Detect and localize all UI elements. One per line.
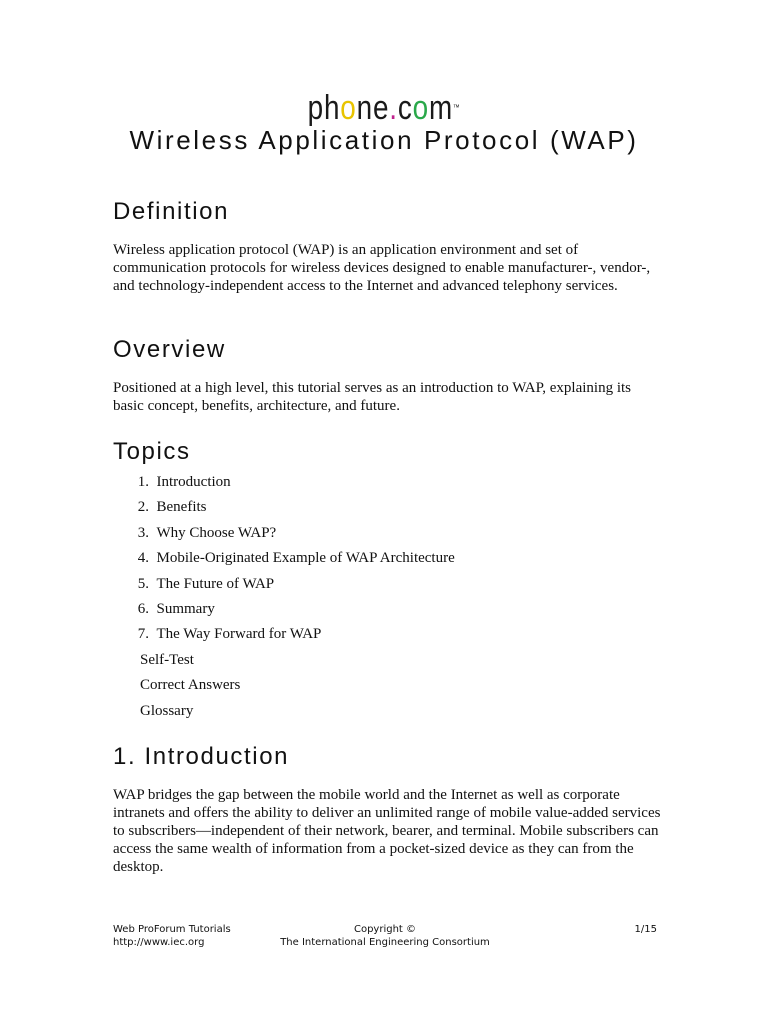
logo-letter: h: [323, 89, 341, 127]
logo-letter: o: [340, 89, 357, 127]
logo-letter: o: [412, 89, 429, 127]
footer-organization: The International Engineering Consortium: [280, 937, 490, 948]
definition-text: Wireless application protocol (WAP) is an application environment and set of communication protocols for wireless devices designed to enable manufacturer-, vendor-, and technology-independent access to the Internet and advanced telephony services.: [113, 242, 651, 294]
logo-letter: c: [397, 89, 413, 127]
topic-label: Self-Test: [140, 651, 194, 668]
logo-letter: .: [389, 89, 398, 127]
footer-copyright: Copyright ©: [353, 924, 417, 935]
topic-label: Correct Answers: [140, 677, 241, 694]
topic-label: The Future of WAP: [156, 575, 275, 592]
topic-label: Introduction: [156, 474, 231, 490]
topic-item: [113, 574, 455, 599]
overview-text: Positioned at a high level, this tutorial serves as an introduction to WAP, explaining its basic concept, benefits, architecture, and future.: [113, 380, 631, 414]
footer-center: [113, 923, 657, 949]
topic-number: 3.: [137, 524, 149, 541]
definition-heading: Definition: [113, 198, 230, 225]
logo-letter: p: [307, 89, 324, 127]
topic-label: The Way Forward for WAP: [156, 626, 322, 643]
topic-number: 1.: [137, 474, 149, 490]
topic-item: [113, 701, 455, 726]
topic-label: Mobile-Originated Example of WAP Architecture: [156, 550, 455, 567]
topic-item: [113, 650, 455, 675]
topic-item: [113, 675, 455, 700]
topic-item: [113, 472, 455, 497]
introduction-heading: 1. Introduction: [113, 743, 290, 770]
topics-list: [113, 472, 455, 726]
topic-item: [113, 497, 455, 522]
logo-letter: e: [372, 89, 390, 127]
topic-number: 5.: [137, 575, 149, 592]
topic-item: [113, 599, 455, 624]
topic-number: 7.: [137, 626, 149, 643]
topic-label: Summary: [156, 600, 215, 617]
trademark-mark: ™: [453, 103, 461, 112]
topic-number: 6.: [137, 600, 149, 617]
overview-heading: Overview: [113, 336, 226, 363]
topics-heading: Topics: [113, 438, 191, 465]
topic-label: Glossary: [140, 702, 194, 719]
phone-com-logo: [69, 88, 699, 128]
topic-label: Why Choose WAP?: [156, 524, 277, 541]
topic-number: 2.: [137, 499, 149, 516]
topic-number: 4.: [137, 550, 149, 567]
logo-letter: n: [356, 89, 373, 127]
topic-label: Benefits: [156, 499, 207, 516]
footer-url: http://www.iec.org: [113, 937, 205, 948]
page-title: Wireless Application Protocol (WAP): [129, 125, 639, 155]
topic-item: [113, 523, 455, 548]
topic-item: [113, 548, 455, 573]
footer-page-number: 1/15: [634, 924, 657, 935]
introduction-text: WAP bridges the gap between the mobile world and the Internet as well as corporate intranets and offers the ability to deliver an unlimited range of mobile value-added services to subscribers—independent of their network, bearer, and terminal. Mobile subscribers can access the same wealth of information from a pocket-sized device as they can from the desktop.: [113, 787, 661, 875]
footer-publisher: Web ProForum Tutorials: [113, 924, 231, 935]
topic-item: [113, 624, 455, 649]
logo-letter: m: [428, 89, 454, 127]
